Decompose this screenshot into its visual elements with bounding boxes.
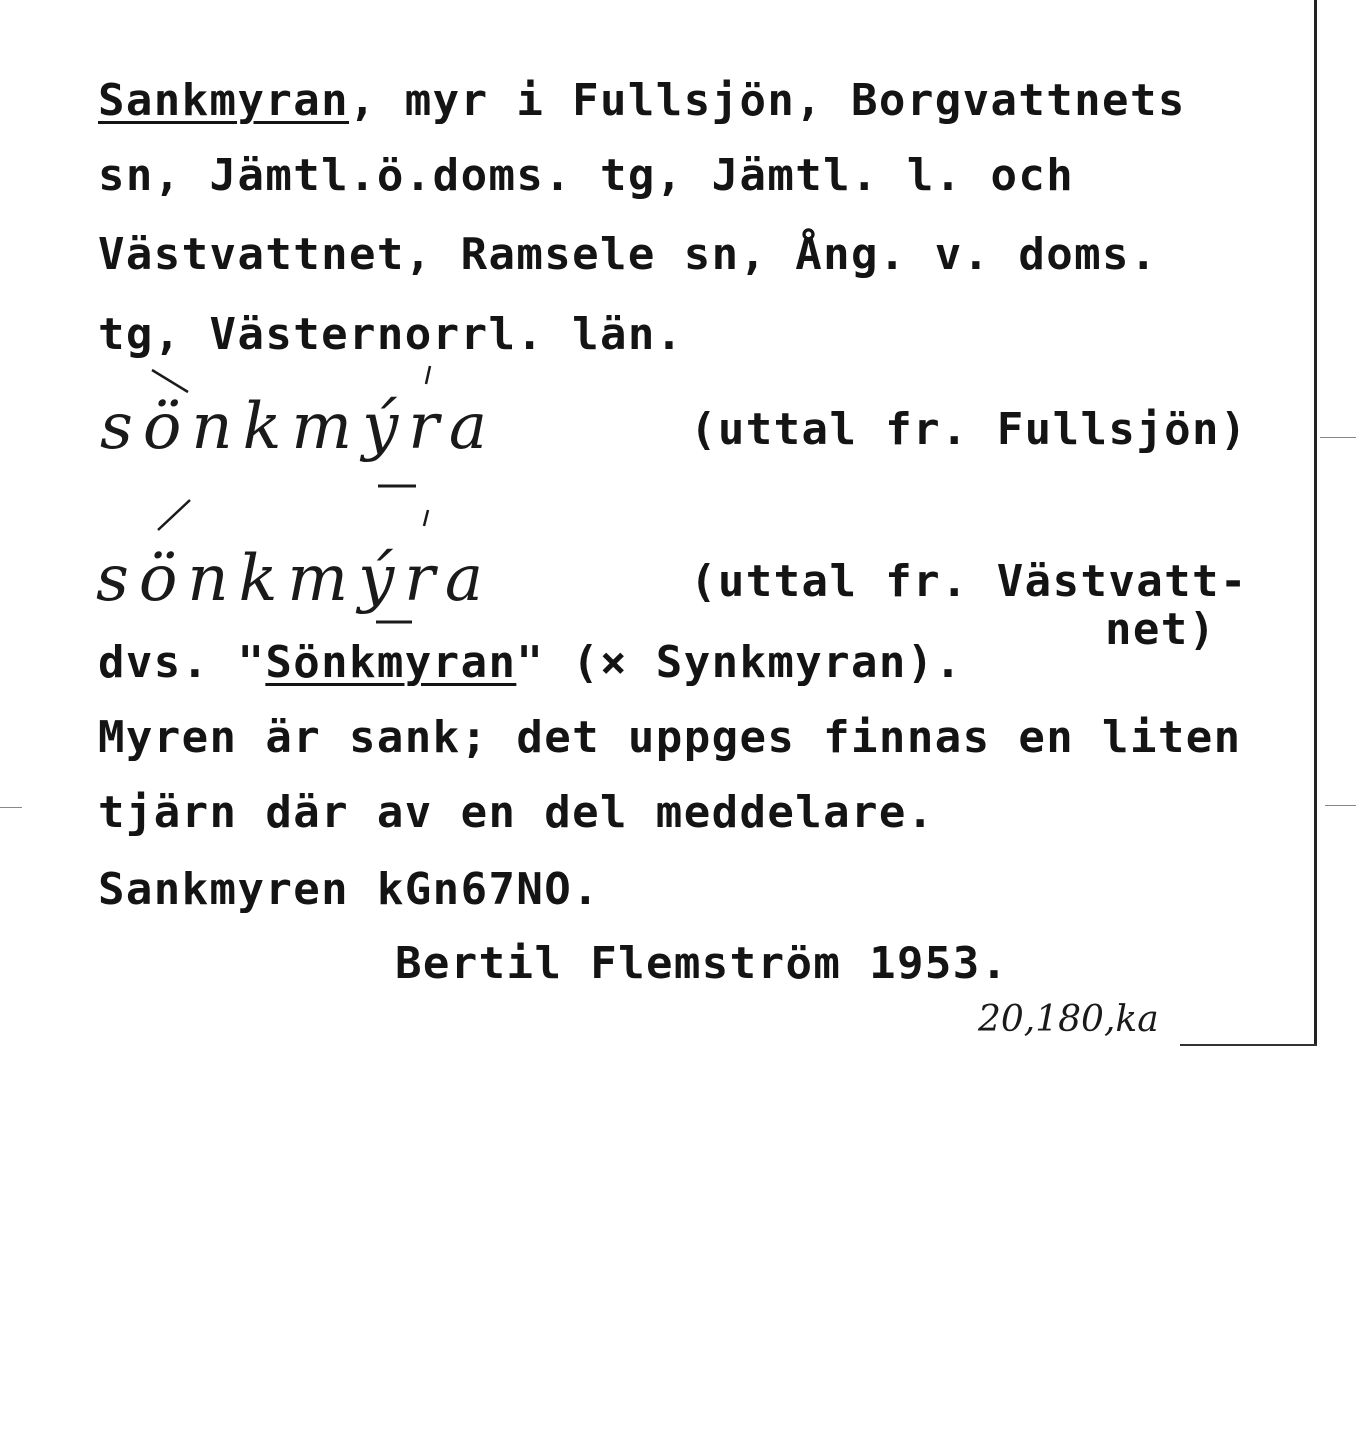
pronunciation-handwritten-2: sönkmýra: [96, 542, 493, 616]
accent-marks-1: [150, 362, 450, 502]
card-bottom-edge: [1180, 1044, 1317, 1046]
dvs-suffix: " (× Synkmyran).: [516, 637, 963, 688]
body-line-1: Myren är sank; det uppges finnas en liten: [98, 712, 1242, 763]
dvs-line: [98, 637, 963, 689]
handwritten-code: 20,180,ka: [978, 999, 1159, 1040]
entry-headword: Sankmyran: [98, 75, 350, 126]
entry-line-1-rest: , myr i Fullsjön, Borgvattnets: [349, 75, 1186, 126]
scan-tick: [1325, 805, 1356, 806]
body-line-2: tjärn där av en del meddelare.: [98, 787, 935, 838]
entry-line-3: Västvattnet, Ramsele sn, Ång. v. doms.: [98, 229, 1158, 280]
dvs-prefix: dvs. ": [98, 637, 266, 688]
pronunciation-note-1: (uttal fr. Fullsjön): [690, 404, 1248, 455]
entry-line-2: sn, Jämtl.ö.doms. tg, Jämtl. l. och: [98, 150, 1075, 201]
pronunciation-note-2: (uttal fr. Västvatt-: [690, 556, 1248, 607]
body-line-3: Sankmyren kGn67NO.: [98, 864, 601, 915]
signature: Bertil Flemström 1953.: [395, 938, 1009, 989]
entry-line-1: [98, 75, 1186, 127]
dvs-name: Sönkmyran: [265, 637, 517, 688]
pronunciation-handwritten-1: sönkmýra: [100, 390, 497, 464]
accent-marks-2: [140, 496, 440, 636]
scan-tick: [1320, 437, 1356, 438]
entry-line-4: tg, Västernorrl. län.: [98, 309, 684, 360]
pronunciation-note-2-cont: net): [1105, 604, 1217, 655]
scan-tick: [0, 807, 22, 808]
card-right-edge: [1314, 0, 1317, 1046]
